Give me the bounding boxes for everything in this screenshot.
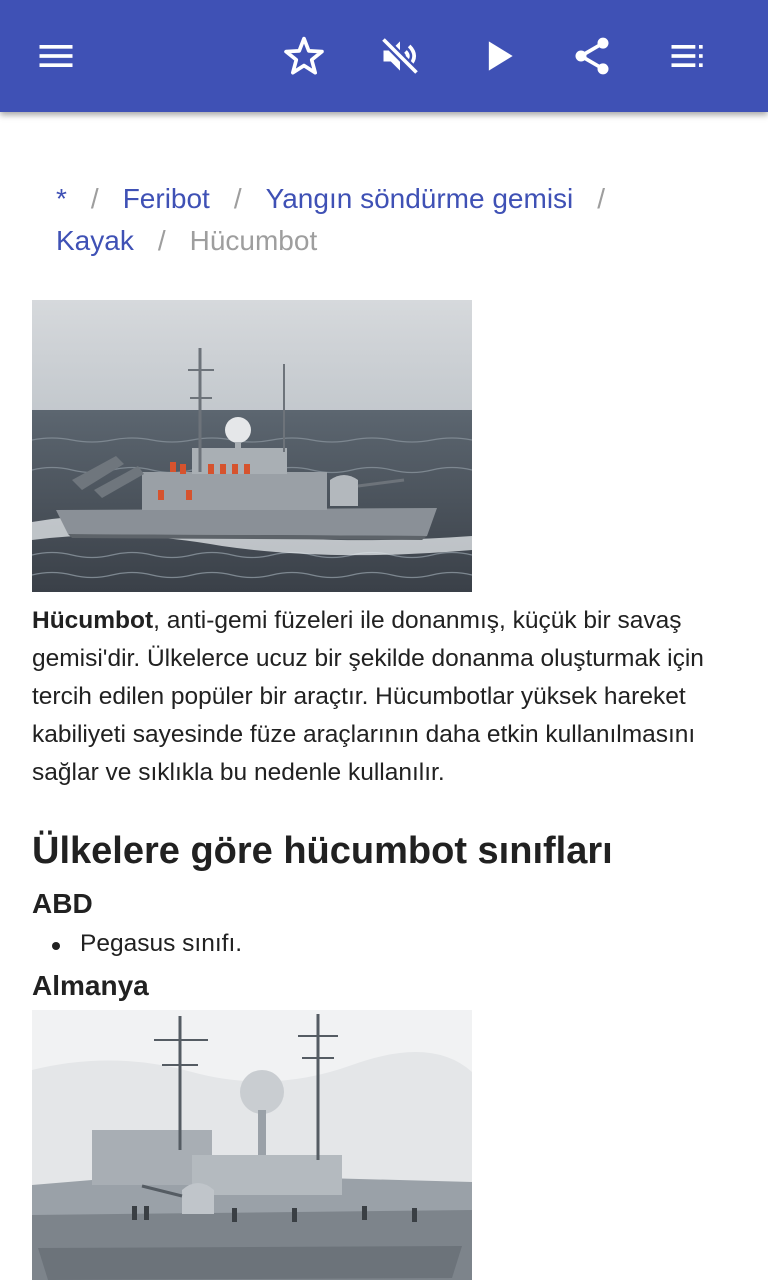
volume-off-icon bbox=[378, 34, 422, 78]
breadcrumb-separator: / bbox=[157, 225, 166, 256]
list-icon bbox=[666, 34, 710, 78]
article-intro bbox=[32, 602, 732, 792]
breadcrumb-item-home[interactable]: * bbox=[56, 183, 67, 214]
missile-boat-image[interactable] bbox=[32, 300, 472, 592]
app-bar bbox=[0, 0, 768, 112]
breadcrumb-item-yangin[interactable]: Yangın söndürme gemisi bbox=[265, 183, 574, 214]
class-list bbox=[32, 924, 242, 964]
country-heading-abd: ABD bbox=[32, 888, 93, 919]
star-outline-icon bbox=[282, 34, 326, 78]
breadcrumb-current: Hücumbot bbox=[189, 225, 318, 256]
play-button[interactable] bbox=[466, 24, 530, 88]
breadcrumb-separator: / bbox=[90, 183, 99, 214]
country-heading-almanya: Almanya bbox=[32, 970, 149, 1001]
play-icon bbox=[476, 34, 520, 78]
sound-toggle-button[interactable] bbox=[368, 24, 432, 88]
menu-button[interactable] bbox=[24, 24, 88, 88]
section-heading: Ülkelere göre hücumbot sınıfları bbox=[32, 830, 613, 872]
list-item: Pegasus sınıfı. bbox=[32, 924, 242, 964]
share-icon bbox=[570, 34, 614, 78]
breadcrumb-item-feribot[interactable]: Feribot bbox=[122, 183, 210, 214]
breadcrumb-item-kayak[interactable]: Kayak bbox=[56, 225, 134, 256]
menu-icon bbox=[34, 34, 78, 78]
contents-button[interactable] bbox=[656, 24, 720, 88]
share-button[interactable] bbox=[560, 24, 624, 88]
favorite-button[interactable] bbox=[272, 24, 336, 88]
breadcrumb-separator: / bbox=[597, 183, 606, 214]
breadcrumb-separator: / bbox=[233, 183, 242, 214]
article-title-term: Hücumbot bbox=[32, 607, 154, 634]
harbor-ship-image[interactable] bbox=[32, 1010, 472, 1280]
article-intro-text: , anti-gemi füzeleri ile donanmış, küçük bir savaş gemisi'dir. Ülkelerce ucuz bir şekilde donanma oluşturmak için tercih edilen popüler bir araçtır. Hücumbotlar yüksek hareket kabiliyeti sayesinde füze araçlarının daha etkin kullanılmasını sağlar ve sıklıkla bu nedenle kullanılır. bbox=[32, 607, 704, 786]
breadcrumb bbox=[56, 178, 716, 262]
